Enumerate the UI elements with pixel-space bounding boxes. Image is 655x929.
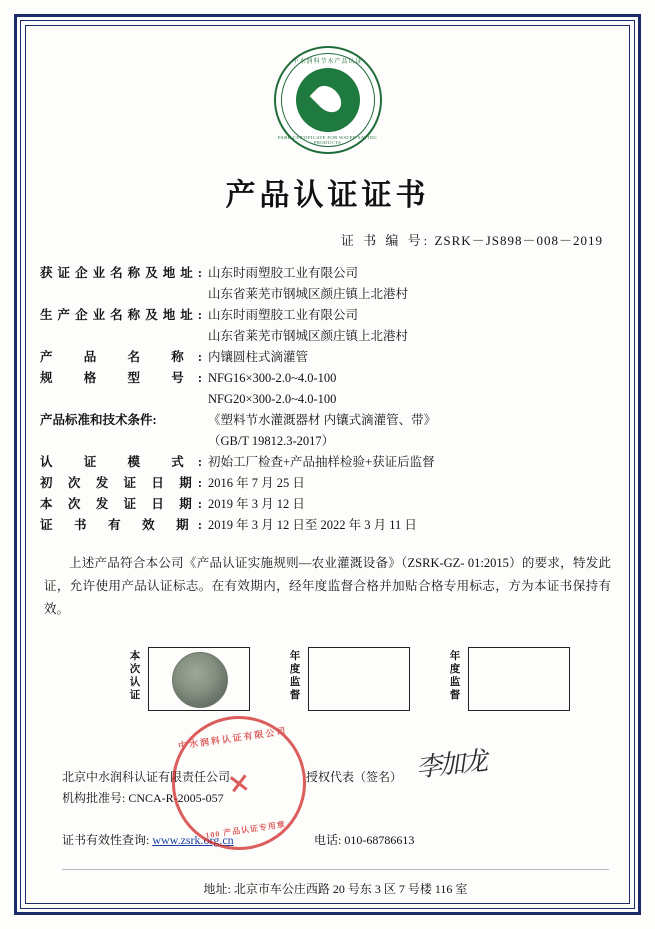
field-label: 产品标准和技术条件: bbox=[40, 413, 157, 427]
audit-box bbox=[129, 647, 250, 711]
field-value-continuation: NFG20×300-2.0~4.0-100 bbox=[208, 392, 337, 406]
water-drop-shape bbox=[309, 81, 346, 118]
field-label: 证 书 有 效 期: bbox=[40, 518, 202, 532]
corner-ornament-top-right bbox=[617, 14, 641, 38]
footer-address: 地址: 北京市车公庄西路 20 号东 3 区 7 号楼 116 室 bbox=[62, 869, 609, 900]
field-list bbox=[40, 263, 615, 536]
footer bbox=[40, 829, 615, 900]
audit-box-row bbox=[40, 647, 615, 711]
field-row-continuation bbox=[40, 326, 615, 347]
audit-box-label: 年度监督 bbox=[289, 651, 301, 701]
field-row bbox=[40, 452, 615, 473]
field-row-continuation bbox=[40, 431, 615, 452]
logo-top-text: 中水润科节水产品认证 bbox=[292, 59, 363, 65]
field-row bbox=[40, 494, 615, 515]
field-value: 《塑料节水灌溉器材 内镶式滴灌管、带》 bbox=[208, 413, 437, 427]
field-label: 生产企业名称及地址: bbox=[40, 308, 202, 322]
field-label: 产 品 名 称: bbox=[40, 350, 202, 364]
authorized-rep-label: 授权代表（签名） bbox=[306, 770, 403, 784]
footer-contact-line bbox=[62, 829, 615, 851]
certificate-number-value: ZSRK－JS898－008－2019 bbox=[434, 233, 603, 248]
signature-block bbox=[40, 746, 615, 809]
audit-box-label: 年度监督 bbox=[449, 651, 461, 701]
field-row bbox=[40, 263, 615, 284]
issuer-accreditation: 机构批准号: CNCA-R-2005-057 bbox=[62, 791, 224, 805]
certificate-statement: 上述产品符合本公司《产品认证实施规则—农业灌溉设备》（ZSRK-GZ- 01:2015）的要求，特发此证，允许使用产品认证标志。在有效期内，经年度监督合格并加贴合格专用标志，方为本证书保持有效。 bbox=[44, 556, 611, 616]
field-label: 获证企业名称及地址: bbox=[40, 266, 202, 280]
corner-ornament-bottom-left bbox=[14, 891, 38, 915]
field-value: 初始工厂检查+产品抽样检验+获证后监督 bbox=[208, 455, 435, 469]
field-value: 山东时雨塑胶工业有限公司 bbox=[208, 266, 359, 280]
audit-stamp-impression bbox=[172, 652, 228, 708]
audit-box-label: 本次认证 bbox=[129, 651, 141, 701]
field-value: 山东时雨塑胶工业有限公司 bbox=[208, 308, 359, 322]
certificate-content bbox=[40, 36, 615, 896]
issuer-info bbox=[62, 767, 306, 809]
phone-field bbox=[314, 829, 414, 851]
field-row bbox=[40, 515, 615, 536]
page-title: 产品认证证书 bbox=[225, 178, 430, 213]
water-drop-icon bbox=[296, 68, 360, 132]
field-row bbox=[40, 305, 615, 326]
field-row bbox=[40, 410, 615, 431]
field-row-continuation bbox=[40, 284, 615, 305]
logo-container bbox=[40, 46, 615, 154]
field-value: NFG16×300-2.0~4.0-100 bbox=[208, 371, 337, 385]
field-value: 2019 年 3 月 12 日 bbox=[208, 497, 305, 511]
field-value: 2019 年 3 月 12 日至 2022 年 3 月 11 日 bbox=[208, 518, 417, 532]
field-row-continuation bbox=[40, 389, 615, 410]
issuer-company: 北京中水润科认证有限责任公司 bbox=[62, 770, 231, 784]
field-label: 规 格 型 号: bbox=[40, 371, 202, 385]
corner-ornament-bottom-right bbox=[617, 891, 641, 915]
red-seal-top-text: 中水润科认证有限公司 bbox=[177, 725, 288, 752]
field-value: 内镶圆柱式滴灌管 bbox=[208, 350, 309, 364]
field-value-continuation: 山东省莱芜市钢城区颜庄镇上北港村 bbox=[208, 329, 409, 343]
audit-box bbox=[449, 647, 570, 711]
field-label: 认 证 模 式: bbox=[40, 455, 202, 469]
field-label: 本 次 发 证 日 期: bbox=[40, 497, 202, 511]
authorized-rep bbox=[306, 746, 615, 809]
website-label: 证书有效性查询: bbox=[62, 833, 153, 847]
phone-label: 电话: bbox=[314, 833, 345, 847]
certificate-number bbox=[40, 230, 615, 249]
handwritten-signature: 李加龙 bbox=[414, 746, 487, 784]
website-field bbox=[62, 829, 314, 851]
audit-box bbox=[289, 647, 410, 711]
certificate-number-label: 证 书 编 号: bbox=[340, 233, 431, 248]
logo-bottom-text: PARK CERTIFICATE FOR WATER SAVING PRODUCTS bbox=[277, 135, 378, 145]
field-value-continuation: （GB/T 19812.3-2017） bbox=[208, 434, 335, 448]
website-link[interactable]: www.zsrk.org.cn bbox=[152, 833, 234, 847]
red-seal-bottom-text: 100 产品认证专用章 bbox=[204, 819, 287, 841]
phone-value: 010-68786613 bbox=[344, 833, 415, 847]
field-row bbox=[40, 473, 615, 494]
corner-ornament-top-left bbox=[14, 14, 38, 38]
field-value-continuation: 山东省莱芜市钢城区颜庄镇上北港村 bbox=[208, 287, 409, 301]
field-row bbox=[40, 347, 615, 368]
field-row bbox=[40, 368, 615, 389]
certification-logo bbox=[274, 46, 382, 154]
field-value: 2016 年 7 月 25 日 bbox=[208, 476, 305, 490]
field-label: 初 次 发 证 日 期: bbox=[40, 476, 202, 490]
